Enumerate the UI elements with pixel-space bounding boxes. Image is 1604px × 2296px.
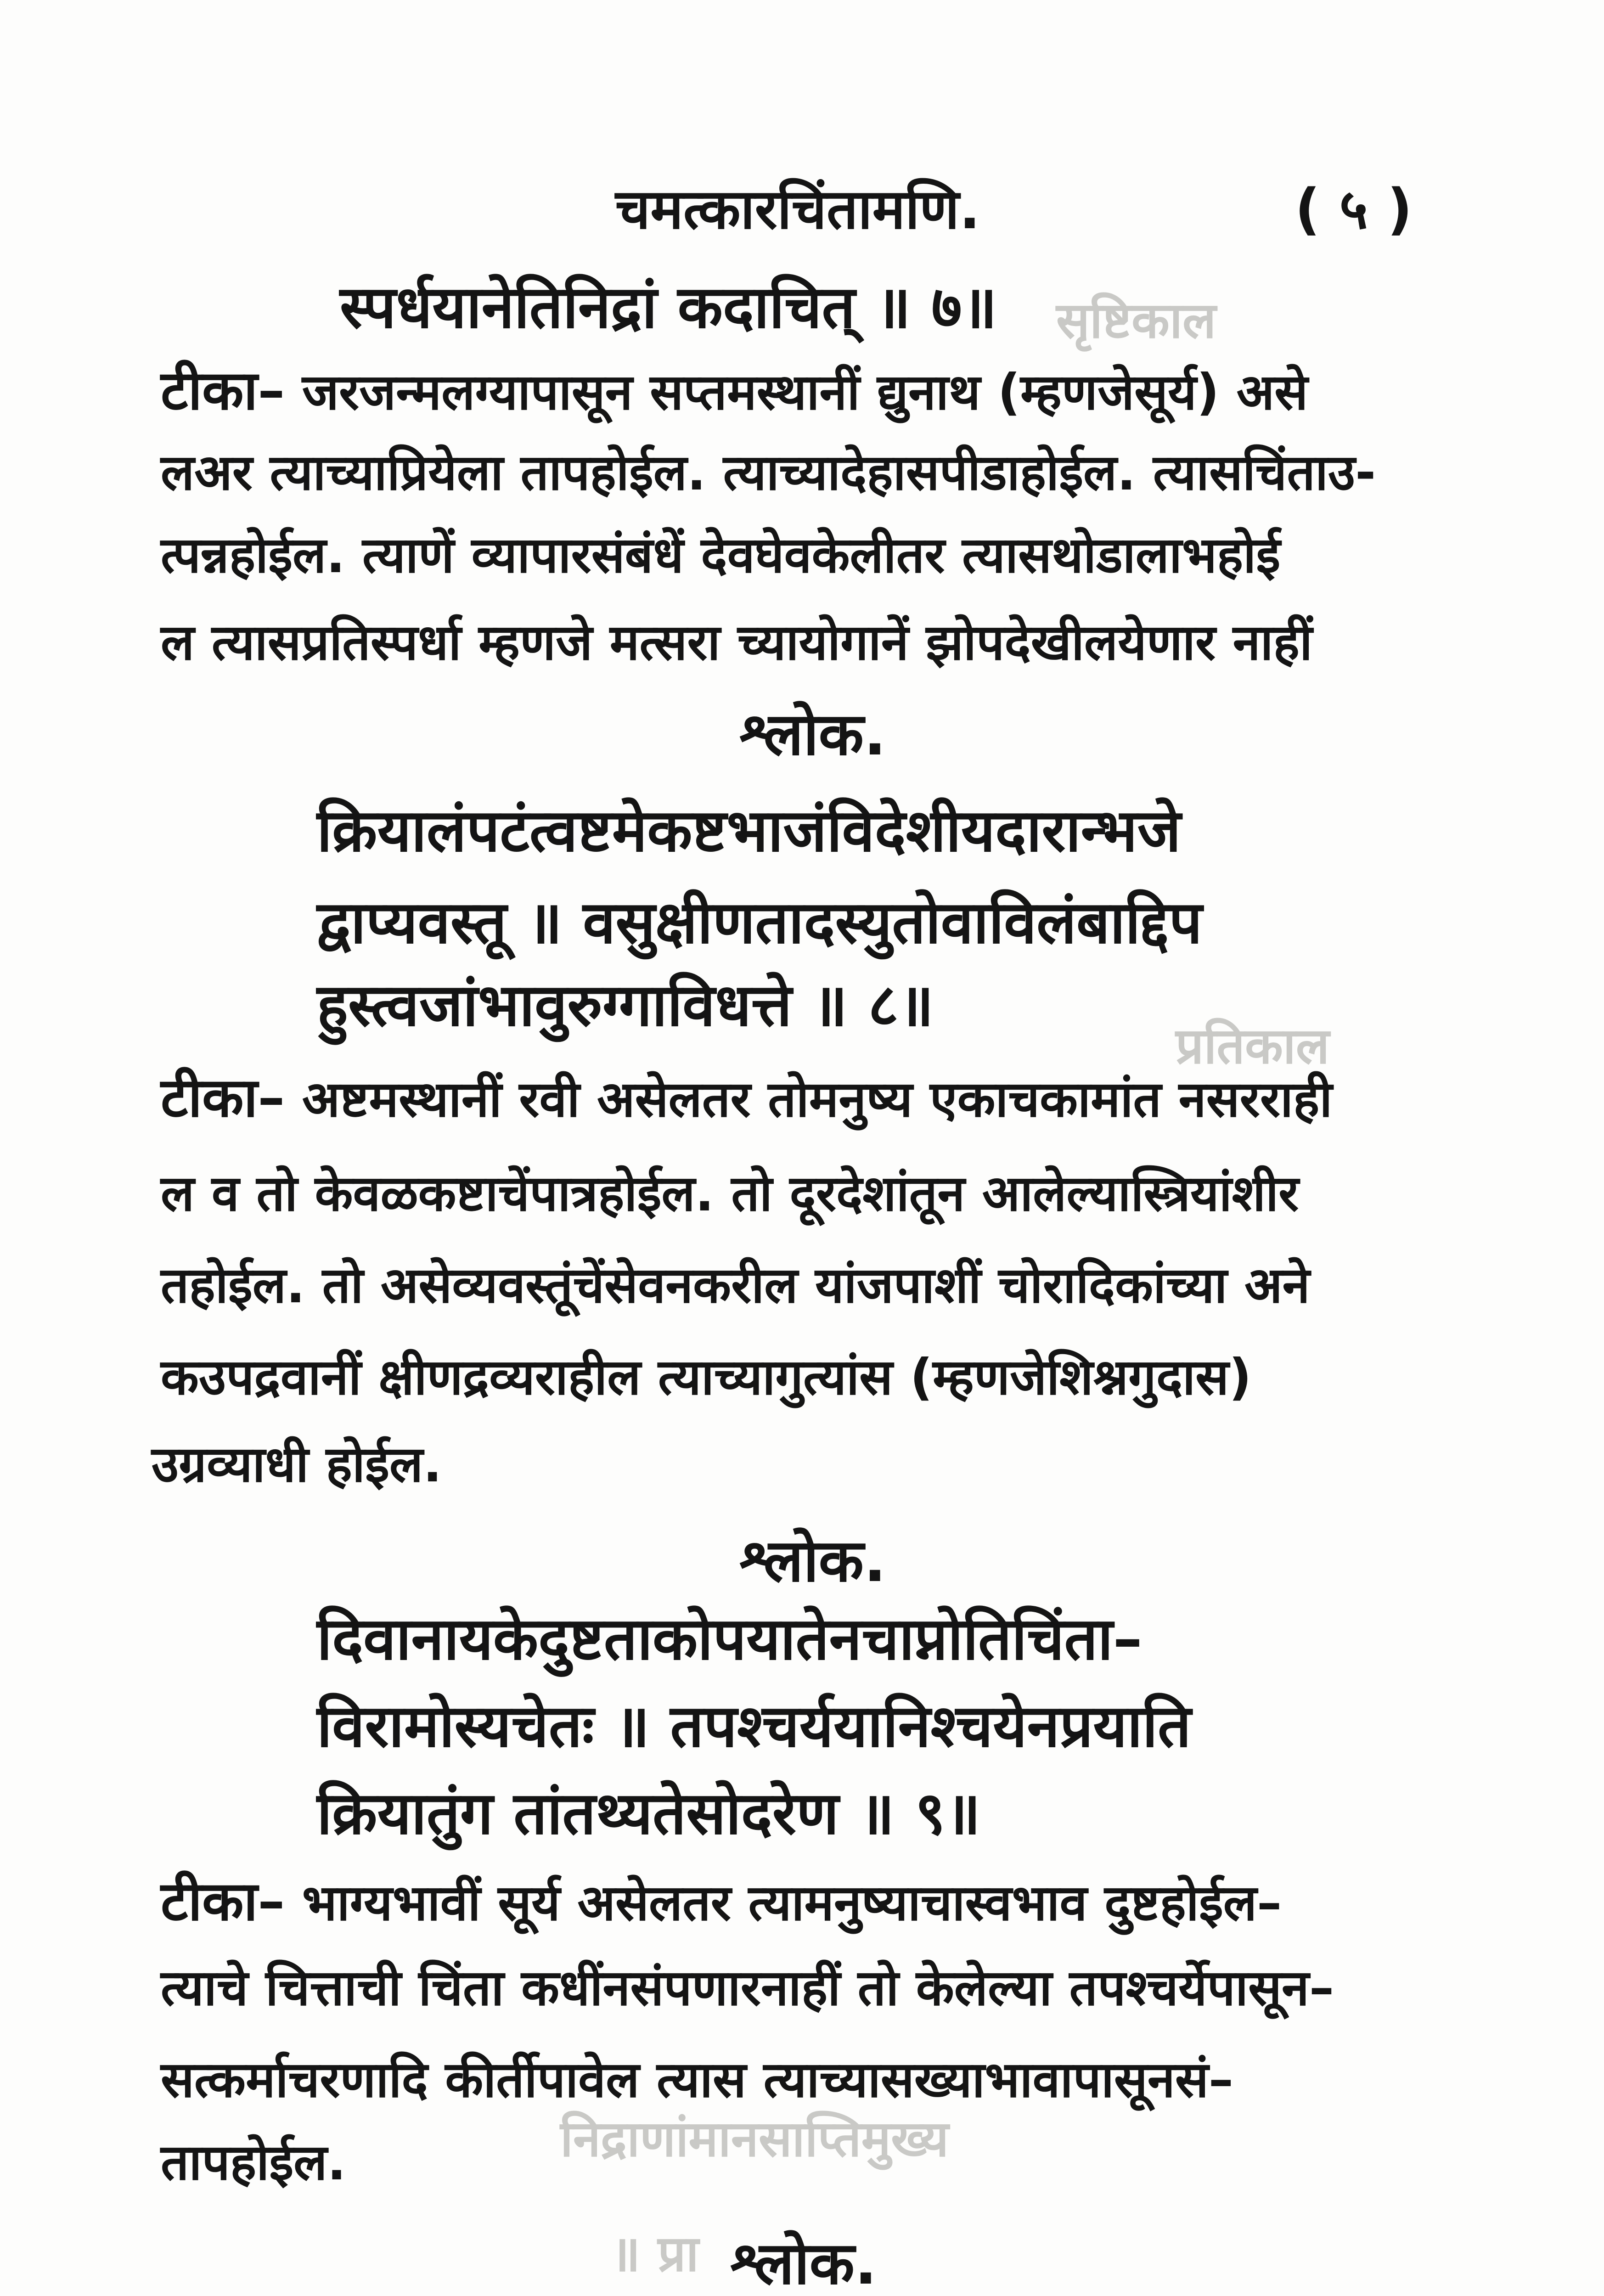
commentary-line (161, 1065, 1332, 1132)
commentary-line: तहोईल. तो असेव्यवस्तूंचेंसेवनकरील यांजपाशीं चोरादिकांच्या अने (161, 1257, 1310, 1314)
commentary-line: तापहोईल. (161, 2134, 346, 2191)
bleed-through-text: निद्राणांमानसाप्तिमुख्य (560, 2110, 949, 2168)
bleed-through-text: ॥ प्रा (611, 2225, 699, 2283)
commentary-line: उग्रव्याधी होईल. (152, 1436, 442, 1493)
commentary-line: ल त्यासप्रतिस्पर्धा म्हणजे मत्सरा च्यायोगानें झोपदेखीलयेणार नाहीं (161, 614, 1312, 671)
verse-line: स्पर्धयानेतिनिद्रां कदाचित् ॥ ७॥ (340, 273, 997, 342)
shloka-heading: श्लोक. (730, 2229, 877, 2296)
verse-line: विरामोस्यचेतः ॥ तपश्चर्ययानिश्चयेनप्रयाति (317, 1692, 1191, 1761)
commentary-line (161, 358, 1308, 425)
commentary-text: अष्टमस्थानीं रवी असेलतर तोमनुष्य एकाचकामांत नसरराही (302, 1071, 1333, 1128)
commentary-line: सत्कर्माचरणादि कीर्तीपावेल त्यास त्याच्यासख्याभावापासूनसं– (161, 2051, 1233, 2109)
commentary-line (161, 1869, 1282, 1936)
verse-line: क्रियातुंग तांतथ्यतेसोदरेण ॥ ९॥ (317, 1779, 981, 1848)
commentary-line: त्याचे चित्ताची चिंता कधींनसंपणारनाहीं तो केलेल्या तपश्चर्येपासून– (161, 1959, 1334, 2017)
commentary-line: कउपद्रवानीं क्षीणद्रव्यराहील त्याच्यागुत्यांस (म्हणजेशिश्नगुदास) (161, 1349, 1252, 1406)
verse-line: दिवानायकेदुष्टताकोपयातेनचाप्नोतिचिंता– (317, 1605, 1142, 1673)
tika-label: टीका– (161, 1066, 285, 1129)
bleed-through-text: सृष्टिकाल (1056, 292, 1216, 349)
commentary-text: भाग्यभावीं सूर्य असेलतर त्यामनुष्याचास्वभाव दुष्टहोईल– (302, 1874, 1282, 1932)
bleed-through-text: प्रतिकाल (1176, 1018, 1330, 1075)
verse-line: हुस्त्वजांभावुरुग्गाविधत्ते ॥ ८॥ (317, 971, 934, 1040)
verse-line: क्रियालंपटंत्वष्टमेकष्टभाजंविदेशीयदारान्भजे (317, 797, 1181, 865)
commentary-line: लअर त्याच्याप्रियेला तापहोईल. त्याच्यादेहासपीडाहोईल. त्यासचिंताउ- (161, 444, 1376, 501)
commentary-line: त्पन्नहोईल. त्याणें व्यापारसंबंधें देवघेवकेलीतर त्यासथोडालाभहोई (161, 527, 1281, 584)
running-title: चमत्कारचिंतामणि. (615, 178, 980, 242)
shloka-heading: श्लोक. (739, 700, 886, 769)
page-header (615, 170, 1488, 253)
commentary-text: जरजन्मलग्यापासून सप्तमस्थानीं द्युनाथ (म्हणजेसूर्य) असे (302, 364, 1308, 421)
commentary-line: ल व तो केवळकष्टाचेंपात्रहोईल. तो दूरदेशांतून आलेल्यास्त्रियांशीर (161, 1165, 1299, 1222)
tika-label: टीका– (161, 1869, 285, 1933)
verse-line: द्वाप्यवस्तू ॥ वसुक्षीणतादस्युतोवाविलंबाद्दिप (317, 889, 1203, 957)
tika-label: टीका– (161, 359, 285, 422)
shloka-heading: श्लोक. (739, 1527, 886, 1595)
page-number: ( ५ ) (1295, 178, 1413, 242)
